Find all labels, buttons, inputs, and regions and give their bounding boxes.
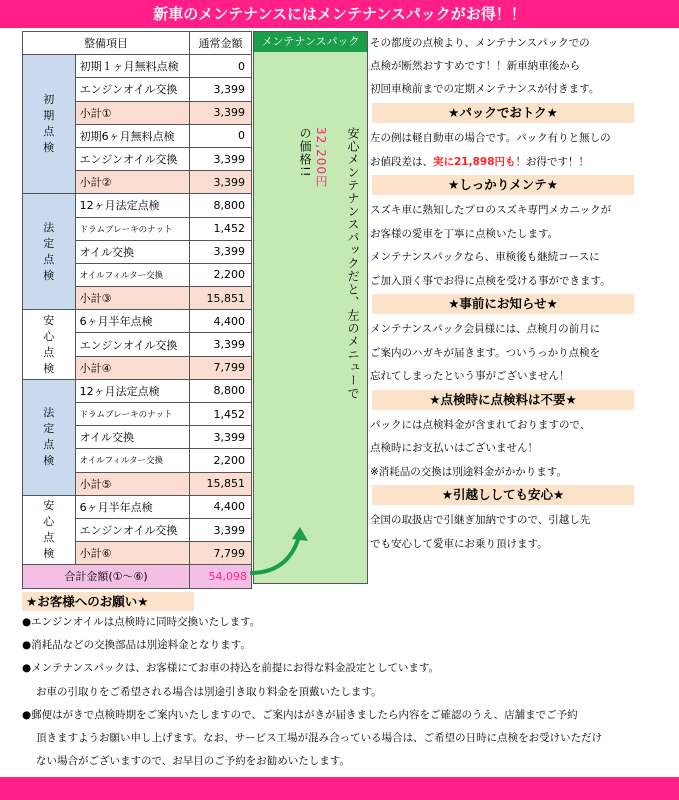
item-price: 3,399 — [189, 333, 251, 356]
request-item: 頂きますようお願い申し上げます。なお、サービス工場が混み合っている場合は、ご希望の日時に点検をお受けいただけ — [36, 732, 603, 744]
item-price: 0 — [189, 124, 251, 147]
section-title: ★点検時に点検料は不要★ — [372, 390, 634, 410]
description-line: でも安心して愛車にお乗り頂けます。 — [370, 537, 548, 550]
item-name: オイルフィルター交換 — [75, 449, 189, 472]
savings-highlight: 実に21,898円も — [433, 155, 516, 168]
item-name: 初期6ヶ月無料点検 — [75, 124, 189, 147]
description-line: 点検が断然おすすめです！！新車納車後から — [370, 60, 581, 72]
item-name: 小計③ — [75, 287, 189, 310]
group-label: 安 心 点 検 — [23, 495, 76, 565]
request-item: ●消耗品などの交換部品は別途料金となります。 — [22, 639, 251, 652]
description-line: 点検時にお支払いはございません！ — [370, 442, 538, 454]
item-name: オイル交換 — [75, 240, 189, 263]
description-line: スズキ車に熟知したプロのスズキ専門メカニックが — [370, 204, 612, 216]
group-label: 初 期 点 検 — [23, 55, 76, 194]
item-price: 3,399 — [189, 78, 251, 101]
description-line: パックには点検料金が含まれておりますので、 — [370, 418, 591, 431]
description-line: その都度の点検より、メンテナンスパックでの — [370, 37, 590, 49]
item-price: 3,399 — [189, 171, 251, 194]
item-price: 2,200 — [189, 449, 251, 472]
total-label: 合計金額(①～⑥) — [23, 565, 190, 588]
item-price: 3,399 — [189, 101, 251, 124]
item-name: エンジンオイル交換 — [75, 147, 189, 170]
item-price: 4,400 — [189, 495, 251, 518]
item-name: 初期１ヶ月無料点検 — [75, 55, 189, 78]
total-value: 54,098 — [189, 565, 251, 588]
pack-text-before: 安心メンテナンスパックだと、左のメニューで — [346, 127, 360, 400]
item-price: 7,799 — [189, 356, 251, 379]
curved-arrow-icon — [240, 525, 315, 590]
maintenance-pack-column — [253, 31, 368, 584]
requests-title: ★お客様へのお願い★ — [22, 592, 194, 611]
item-name: 12ヶ月法定点検 — [75, 194, 189, 217]
description-line: メンテナンスパックなら、車検後も継続コースに — [370, 251, 600, 263]
item-price: 15,851 — [189, 472, 251, 495]
table-row — [23, 55, 252, 78]
item-name: エンジンオイル交換 — [75, 78, 189, 101]
description-line: 忘れてしまったという事がございません！ — [370, 370, 570, 382]
group-label: 法 定 点 検 — [23, 379, 76, 495]
description-line: お客様の愛車を丁寧に点検いたします。 — [370, 227, 559, 240]
table-header-price: 通常金額 — [189, 32, 251, 55]
description-line: お値段差は、実に21,898円も！お得です！！ — [370, 155, 590, 168]
item-name: 6ヶ月半年点検 — [75, 310, 189, 333]
item-name: エンジンオイル交換 — [75, 333, 189, 356]
description-line: ご案内のハガキが届きます。ついうっかり点検を — [370, 346, 601, 359]
request-item: ●メンテナンスパックは、お客様にてお車の持込を前提にお得な料金設定としています。 — [22, 662, 439, 675]
item-price: 15,851 — [189, 287, 251, 310]
table-row — [23, 379, 252, 402]
item-name: 小計② — [75, 171, 189, 194]
item-price: 3,399 — [189, 240, 251, 263]
description-line: 左の例は軽自動車の場合です。パック有りと無しの — [370, 132, 611, 144]
section-title: ★引越ししても安心★ — [372, 485, 634, 505]
item-price: 0 — [189, 55, 251, 78]
description-line: メンテナンスパック会員様には、点検月の前月に — [370, 323, 601, 335]
item-price: 8,800 — [189, 194, 251, 217]
description-line: 全国の取扱店で引継ぎ加納ですので、引越し先 — [370, 514, 591, 526]
item-price: 1,452 — [189, 403, 251, 426]
table-header-item: 整備項目 — [23, 32, 190, 55]
request-item: ●郵便はがきで点検時期をご案内いたしますので、ご案内はがきが届きましたら内容をご確認のうえ、店舗までご予約 — [22, 708, 578, 721]
pack-text-after: の価格!! — [298, 127, 312, 178]
footer-bar — [0, 777, 679, 800]
maintenance-price-table — [22, 31, 252, 589]
item-price: 7,799 — [189, 542, 251, 565]
description-line: ご加入頂く事でお得に点検を受ける事ができます。 — [370, 274, 611, 287]
table-row — [23, 194, 252, 217]
item-name: ドラムブレーキのナット — [75, 217, 189, 240]
pack-vertical-text — [297, 127, 361, 400]
request-item: お車の引取りをご希望される場合は別途引き取り料金を頂戴いたします。 — [36, 685, 382, 698]
item-name: 12ヶ月法定点検 — [75, 379, 189, 402]
item-name: 小計① — [75, 101, 189, 124]
pack-price: 32,200円 — [314, 127, 328, 188]
table-row — [23, 495, 252, 518]
table-row — [23, 310, 252, 333]
request-item: ●エンジンオイルは点検時に同時交換いたします。 — [22, 616, 261, 628]
item-price: 1,452 — [189, 217, 251, 240]
section-title: ★しっかりメンテ★ — [372, 175, 634, 195]
item-name: 6ヶ月半年点検 — [75, 495, 189, 518]
section-title: ★事前にお知らせ★ — [372, 294, 634, 314]
item-name: オイルフィルター交換 — [75, 263, 189, 286]
item-price: 2,200 — [189, 263, 251, 286]
item-name: エンジンオイル交換 — [75, 518, 189, 541]
item-name: オイル交換 — [75, 426, 189, 449]
page-banner: 新車のメンテナンスにはメンテナンスパックがお得！！ — [0, 0, 679, 28]
item-price: 3,399 — [189, 518, 251, 541]
item-price: 3,399 — [189, 147, 251, 170]
description-line: ※消耗品の交換は別途料金がかかります。 — [370, 465, 567, 478]
request-item: ない場合がございますので、お早目のご予約をお勧めいたします。 — [36, 755, 350, 768]
pack-header: メンテナンスパック — [254, 32, 367, 52]
section-title: ★パックでおトク★ — [372, 103, 634, 123]
group-label: 法 定 点 検 — [23, 194, 76, 310]
group-label: 安 心 点 検 — [23, 310, 76, 380]
item-name: ドラムブレーキのナット — [75, 403, 189, 426]
item-name: 小計⑥ — [75, 542, 189, 565]
item-price: 8,800 — [189, 379, 251, 402]
item-price: 3,399 — [189, 426, 251, 449]
item-name: 小計⑤ — [75, 472, 189, 495]
description-line: 初回車検前までの定期メンテナンスが付きます。 — [370, 83, 600, 95]
item-name: 小計④ — [75, 356, 189, 379]
item-price: 4,400 — [189, 310, 251, 333]
